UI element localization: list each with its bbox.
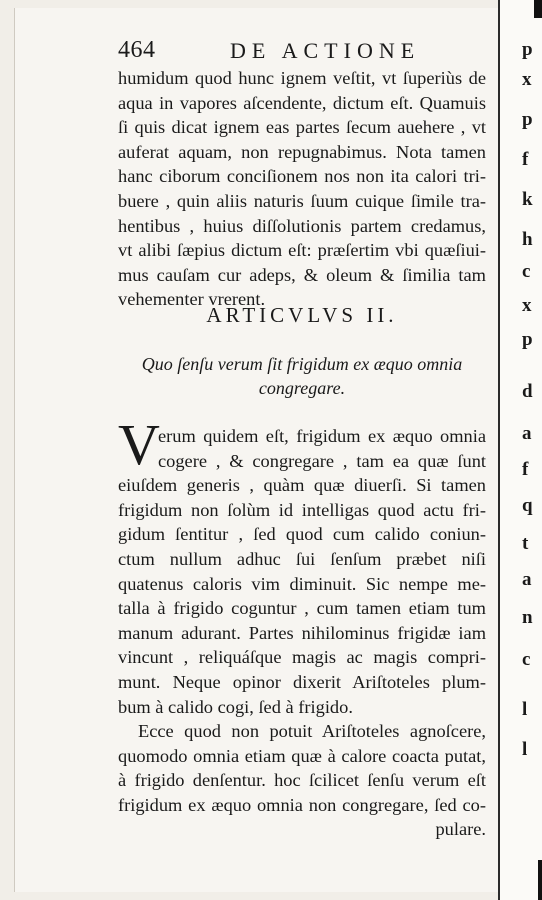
- facing-page-edge: [498, 0, 542, 900]
- text-line: humidum quod hunc ignem veſtit, vt ſuperiùs de: [118, 68, 486, 88]
- facing-letter: c: [522, 649, 531, 670]
- subtitle-line: Quo ſenſu verum ſit frigidum ex æquo omnia: [141, 354, 463, 374]
- facing-letter: l: [522, 739, 528, 760]
- facing-letter: p: [522, 109, 533, 130]
- text-line: à frigido denſentur. hoc ſcilicet ſenſu verum eſt: [118, 770, 486, 791]
- text-line: hanc ciborum conciſionem nos non ita calori tri-: [118, 166, 486, 187]
- text-line: buere , quin aliis naturis ſuum cuique ſimile tra-: [118, 190, 486, 211]
- facing-letter: n: [522, 607, 533, 628]
- text-line: munt. Neque opinor dixerit Ariſtoteles plum-: [118, 671, 486, 692]
- article-heading: ARTICVLVS II.: [206, 303, 398, 327]
- text-line: hentibus , huius diſſolutionis partem credamus,: [118, 215, 486, 236]
- facing-letter: p: [522, 39, 533, 60]
- catchword: pulare.: [435, 819, 486, 840]
- facing-letter: h: [522, 229, 533, 250]
- text-line: vincunt , reliquáſque magis ac magis compri-: [118, 647, 486, 668]
- facing-letter: l: [522, 699, 528, 720]
- text-line: cogere , & congregare , tam ea quæ ſunt: [158, 450, 486, 471]
- running-header: [118, 37, 498, 65]
- facing-letter: a: [522, 423, 532, 444]
- facing-letter: a: [522, 569, 532, 590]
- text-line: bum à calido cogi, ſed à frigido.: [118, 696, 353, 717]
- running-title: DE ACTIONE: [230, 38, 421, 63]
- facing-letter: t: [522, 533, 529, 554]
- text-line: vehementer vrerent.: [118, 289, 266, 310]
- text-line: eiuſdem generis , quàm quæ diuerſi. Si tamen: [118, 475, 486, 496]
- text-line: frigidum ex æquo omnia non congregare, ſed co-: [118, 794, 486, 815]
- facing-letter: c: [522, 261, 531, 282]
- text-line: quomodo omnia etiam quæ à calore coacta putat,: [118, 745, 486, 766]
- article-subtitle: [118, 352, 486, 400]
- text-line: ſi quis dicat ignem eas partes ſecum auehere , vt: [118, 117, 486, 138]
- facing-letter: k: [522, 189, 533, 210]
- text-line: manum adurant. Partes nihilominus frigidæ iam: [118, 622, 486, 643]
- text-line: erum quidem eſt, frigidum ex æquo omnia: [158, 426, 486, 446]
- facing-letter: x: [522, 69, 532, 90]
- facing-letter: d: [522, 381, 533, 402]
- edge-shadow: [538, 860, 542, 900]
- text-line: frigidum non ſolùm id intelligas quod actu fri-: [118, 499, 486, 520]
- facing-letter: q: [522, 495, 533, 516]
- text-line: Ecce quod non potuit Ariſtoteles agnoſcere,: [138, 721, 486, 741]
- text-line: mus cauſam cur adeps, & oleum & ſimilia tam: [118, 264, 486, 285]
- paragraph-final: [118, 719, 486, 842]
- text-line: gidum ſentitur , ſed quod cum calido coniun-: [118, 524, 486, 545]
- drop-cap: V: [118, 412, 160, 477]
- text-line: quatenus caloris vim diminuit. Sic nempe me-: [118, 573, 486, 594]
- text-line: ctum nullum adhuc ſui ſenſum præbet niſi: [118, 548, 486, 569]
- text-line: vt alibi ſæpius dictum eſt: præſertim vbi quæſiui-: [118, 240, 486, 261]
- page-number: 464: [118, 37, 156, 63]
- edge-shadow: [534, 0, 542, 18]
- facing-letter: f: [522, 149, 529, 170]
- text-line: talla à frigido coguntur , cum tamen etiam tum: [118, 598, 486, 619]
- text-line: aqua in vapores aſcendente, dictum eſt. Quamuis: [118, 92, 486, 113]
- subtitle-line: congregare.: [258, 378, 346, 398]
- paragraph-continued: [118, 66, 486, 312]
- facing-letter: x: [522, 295, 532, 316]
- paragraph-main: [118, 424, 486, 719]
- facing-letter: p: [522, 329, 533, 350]
- facing-letter: f: [522, 459, 529, 480]
- text-line: auferat aquam, non repugnabimus. Nota tamen: [118, 141, 486, 162]
